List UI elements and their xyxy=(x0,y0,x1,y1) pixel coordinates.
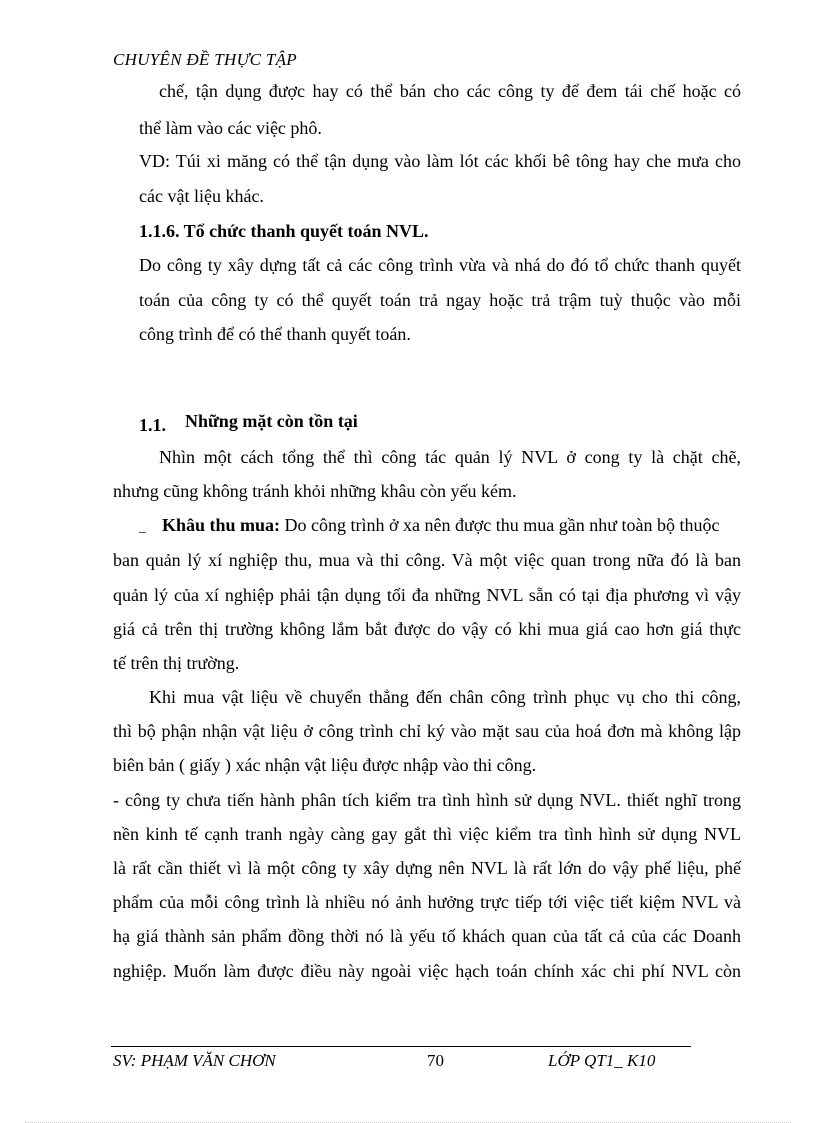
paragraph-line: là rất cần thiết vì là một công ty xây dựng nên NVL là rất lớn do vậy phế liệu, phế xyxy=(113,858,741,878)
paragraph-line: thể làm vào các việc phô. xyxy=(139,118,322,138)
paragraph-line: thì bộ phận nhận vật liệu ở công trình chỉ ký vào mặt sau của hoá đơn mà không lập xyxy=(113,721,741,741)
paragraph-line: hạ giá thành sản phẩm đồng thời nó là yếu tố khách quan của tất cả của các Doanh xyxy=(113,926,741,946)
paragraph-line: chế, tận dụng được hay có thể bán cho các công ty để đem tái chế hoặc có xyxy=(159,81,741,101)
paragraph-line: các vật liệu khác. xyxy=(139,186,264,206)
footer-rule xyxy=(111,1046,691,1047)
paragraph-line: VD: Túi xi măng có thể tận dụng vào làm lót các khối bê tông hay che mưa cho xyxy=(139,151,741,171)
section-number: 1.1. xyxy=(139,415,166,435)
paragraph-line: - công ty chưa tiến hành phân tích kiểm tra tình hình sử dụng NVL. thiết nghĩ trong xyxy=(113,790,741,810)
page-header-title: CHUYÊN ĐỀ THỰC TẬP xyxy=(113,50,297,69)
footer-page-number: 70 xyxy=(427,1051,444,1070)
paragraph-line xyxy=(162,514,741,536)
label-khau-thu-mua: Khâu thu mua: xyxy=(162,515,281,535)
paragraph-line: ban quản lý xí nghiệp thu, mua và thi công. Và một việc quan trong nữa đó là ban xyxy=(113,550,741,570)
paragraph-line: Do công ty xây dựng tất cả các công trình vừa và nhá do đó tổ chức thanh quyết xyxy=(139,255,741,275)
footer-student-name: SV: PHẠM VĂN CHƠN xyxy=(113,1051,276,1070)
paragraph-line: tế trên thị trường. xyxy=(113,653,240,673)
section-heading: 1.1.6. Tổ chức thanh quyết toán NVL. xyxy=(139,221,429,241)
section-heading: Những mặt còn tồn tại xyxy=(185,411,358,431)
paragraph-line: quản lý của xí nghiệp phải tận dụng tối đa những NVL sẵn có tại địa phương vì vậy xyxy=(113,585,741,605)
paragraph-line: nghiệp. Muốn làm được điều này ngoài việc hạch toán chính xác chi phí NVL còn xyxy=(113,961,741,981)
footer-class: LỚP QT1_ K10 xyxy=(548,1051,656,1070)
paragraph-line: phẩm của mỗi công trình là nhiều nó ảnh hưởng trực tiếp tới việc tiết kiệm NVL và xyxy=(113,892,741,912)
dash-marker: _ xyxy=(139,520,146,535)
paragraph-line: nhưng cũng không tránh khỏi những khâu còn yếu kém. xyxy=(113,481,517,501)
paragraph-line: giá cả trên thị trường không lắm bắt được do vậy có khi mua giá cao hơn giá thực xyxy=(113,619,741,639)
paragraph-text: Do công trình ở xa nên được thu mua gần như toàn bộ thuộc xyxy=(280,515,720,535)
paragraph-line: Nhìn một cách tổng thể thì công tác quản lý NVL ở cong ty là chặt chẽ, xyxy=(159,447,741,467)
paragraph-line: biên bản ( giấy ) xác nhận vật liệu được nhập vào thi công. xyxy=(113,755,537,775)
paragraph-line: nền kinh tế cạnh tranh ngày càng gay gắt thì việc kiểm tra tình hình sử dụng NVL xyxy=(113,824,741,844)
paragraph-line: toán của công ty có thể quyết toán trả ngay hoặc trả trậm tuỳ thuộc vào mỗi xyxy=(139,290,741,310)
paragraph-line: Khi mua vật liệu về chuyển thẳng đến chân công trình phục vụ cho thi công, xyxy=(149,687,741,707)
paragraph-line: công trình để có thể thanh quyết toán. xyxy=(139,324,411,344)
